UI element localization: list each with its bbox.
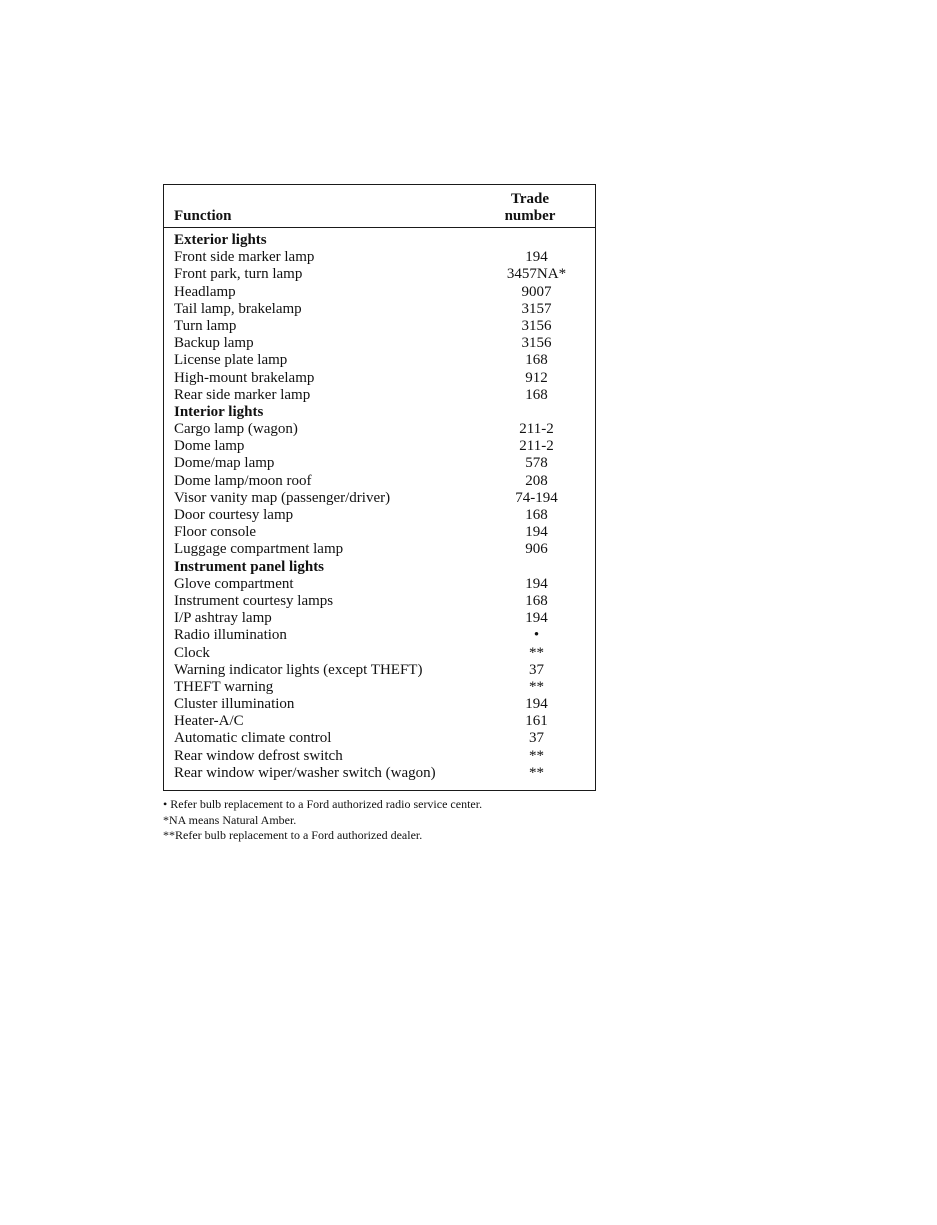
function-cell: Dome lamp/moon roof [174, 472, 312, 489]
table-row [164, 524, 595, 541]
function-cell: Door courtesy lamp [174, 507, 294, 523]
trade-number-cell: 3457NA* [506, 266, 567, 283]
table-row [164, 335, 595, 352]
trade-number-cell: 211-2 [519, 438, 554, 455]
section-heading: Exterior lights [174, 232, 267, 248]
trade-number-cell: 208 [525, 472, 548, 489]
table-row [164, 387, 595, 404]
trade-number-cell: 74-194 [515, 489, 558, 506]
trade-number-cell: 168 [525, 386, 548, 403]
trade-number-cell: 912 [525, 369, 548, 386]
table-row [164, 421, 595, 438]
function-cell: Rear side marker lamp [174, 386, 311, 403]
table-row [164, 627, 595, 644]
section-heading-row [164, 404, 595, 421]
trade-number-cell: 194 [525, 696, 548, 713]
function-cell: Rear window wiper/washer switch (wagon) [174, 764, 436, 781]
function-cell: Glove compartment [174, 575, 294, 592]
table-row [164, 713, 595, 730]
footnotes [163, 797, 482, 844]
trade-header-line-1: Trade [510, 191, 550, 207]
table-row [164, 593, 595, 610]
function-cell: Front side marker lamp [174, 249, 315, 266]
trade-number-cell: • [533, 627, 540, 644]
function-cell: THEFT warning [174, 678, 274, 695]
footnote-dealer: **Refer bulb replacement to a Ford authorized dealer. [163, 828, 423, 842]
table-row [164, 748, 595, 765]
table-row [164, 730, 595, 747]
function-cell: Clock [174, 644, 210, 661]
function-cell: License plate lamp [174, 352, 288, 369]
trade-number-cell: ** [529, 644, 544, 661]
table-row [164, 301, 595, 318]
footnote-natural-amber: *NA means Natural Amber. [163, 812, 297, 827]
trade-number-cell: 37 [529, 661, 544, 678]
section-heading: Interior lights [174, 403, 264, 420]
function-cell: Backup lamp [174, 335, 254, 352]
trade-number-cell: 3156 [521, 335, 552, 352]
table-row [164, 438, 595, 455]
trade-number-column-header [490, 191, 570, 225]
table-row [164, 662, 595, 679]
function-cell: Heater-A/C [174, 713, 244, 730]
function-cell: Cluster illumination [174, 696, 295, 713]
table-header [164, 185, 595, 228]
trade-number-cell: 194 [525, 575, 548, 592]
function-cell: High-mount brakelamp [174, 369, 315, 386]
trade-header-line-2: number [504, 208, 556, 224]
function-cell: Rear window defrost switch [174, 747, 343, 764]
trade-number-cell: 168 [525, 592, 548, 609]
function-cell: Dome/map lamp [174, 455, 275, 472]
trade-number-cell: ** [529, 747, 544, 764]
function-cell: Luggage compartment lamp [174, 541, 344, 558]
trade-number-cell: 168 [525, 507, 548, 523]
trade-number-cell: 194 [525, 524, 548, 541]
table-row [164, 765, 595, 782]
table-row [164, 645, 595, 662]
trade-number-cell: 906 [525, 541, 548, 558]
table-row [164, 679, 595, 696]
trade-number-cell: 578 [525, 455, 548, 472]
table-row [164, 284, 595, 301]
function-cell: I/P ashtray lamp [174, 610, 272, 627]
function-cell: Automatic climate control [174, 730, 332, 747]
function-cell: Cargo lamp (wagon) [174, 421, 298, 438]
table-row [164, 490, 595, 507]
function-cell: Warning indicator lights (except THEFT) [174, 661, 423, 678]
table-row [164, 507, 595, 524]
table-row [164, 266, 595, 283]
table-row [164, 576, 595, 593]
trade-number-cell: 211-2 [519, 421, 554, 438]
function-cell: Visor vanity map (passenger/driver) [174, 489, 391, 506]
table-row [164, 249, 595, 266]
trade-number-cell: 161 [525, 713, 548, 730]
table-body [164, 232, 595, 782]
table-row [164, 455, 595, 472]
footnote-radio: • Refer bulb replacement to a Ford authorized radio service center. [163, 797, 483, 811]
function-cell: Floor console [174, 524, 257, 541]
function-cell: Headlamp [174, 283, 236, 300]
trade-number-cell: ** [529, 678, 544, 695]
trade-number-cell: 194 [525, 249, 548, 266]
trade-number-cell: 168 [525, 352, 548, 369]
function-cell: Tail lamp, brakelamp [174, 300, 302, 317]
trade-number-cell: ** [529, 764, 544, 781]
table-row [164, 696, 595, 713]
trade-number-cell: 37 [529, 730, 544, 747]
function-cell: Instrument courtesy lamps [174, 592, 334, 609]
trade-number-cell: 9007 [521, 283, 552, 300]
table-row [164, 473, 595, 490]
section-heading-row [164, 232, 595, 249]
function-cell: Front park, turn lamp [174, 266, 303, 283]
table-row [164, 318, 595, 335]
table-row [164, 352, 595, 369]
trade-number-cell: 3157 [521, 300, 552, 317]
section-heading-row [164, 559, 595, 576]
trade-number-cell: 3156 [521, 317, 552, 334]
trade-number-cell: 194 [525, 610, 548, 627]
table-row [164, 370, 595, 387]
function-column-header: Function [174, 208, 232, 224]
function-cell: Radio illumination [174, 627, 287, 644]
table-row [164, 541, 595, 558]
function-cell: Turn lamp [174, 317, 237, 334]
section-heading: Instrument panel lights [174, 558, 325, 575]
bulb-table [163, 184, 596, 791]
table-row [164, 610, 595, 627]
function-cell: Dome lamp [174, 438, 245, 455]
